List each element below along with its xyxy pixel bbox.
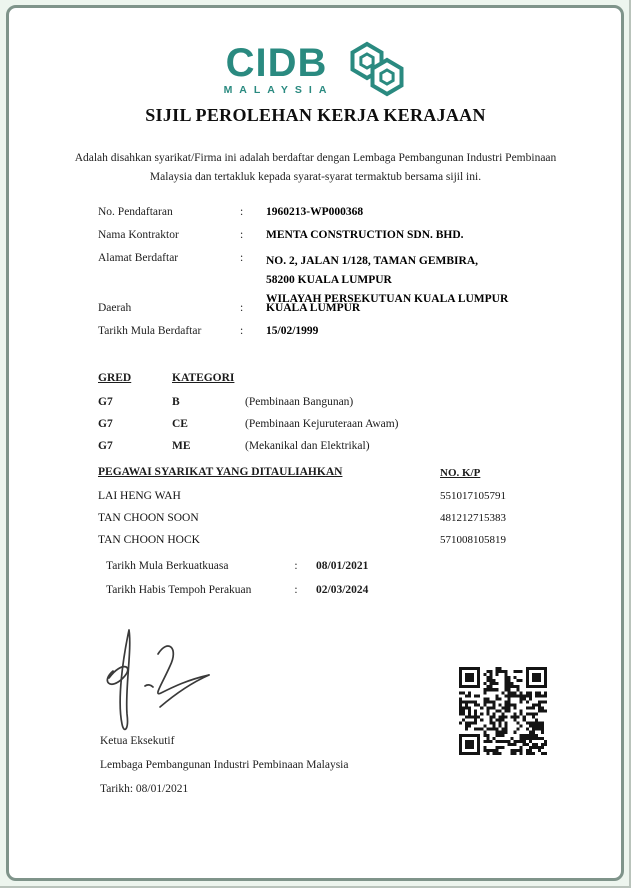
kategori-column-header: KATEGORI bbox=[172, 372, 235, 384]
ic-column-header: NO. K/P bbox=[440, 467, 481, 479]
issue-date: Tarikh: 08/01/2021 bbox=[100, 783, 189, 795]
officer-ic: 551017105791 bbox=[440, 490, 506, 502]
field-value bbox=[266, 252, 508, 308]
grade-row bbox=[98, 440, 370, 452]
field-nama-kontraktor bbox=[98, 229, 464, 241]
officers-section-header: PEGAWAI SYARIKAT YANG DITAULIAHKAN bbox=[98, 466, 343, 478]
cidb-malaysia-text: MALAYSIA bbox=[223, 83, 334, 96]
gred-column-header: GRED bbox=[98, 372, 132, 384]
grade-row bbox=[98, 418, 399, 430]
gred-value: G7 bbox=[98, 418, 113, 430]
field-label: Tarikh Mula Berdaftar bbox=[98, 325, 202, 337]
field-tarikh-habis-tempoh bbox=[106, 584, 368, 596]
address-line-2: 58200 KUALA LUMPUR bbox=[266, 273, 392, 286]
kategori-value: CE bbox=[172, 418, 188, 430]
field-label: Tarikh Mula Berkuatkuasa bbox=[106, 560, 229, 572]
kategori-value: B bbox=[172, 396, 180, 408]
field-daerah bbox=[98, 302, 360, 314]
certificate-intro bbox=[65, 149, 566, 187]
officer-name: TAN CHOON SOON bbox=[98, 512, 199, 524]
officer-name: TAN CHOON HOCK bbox=[98, 534, 200, 546]
colon: : bbox=[240, 302, 244, 314]
officer-ic: 571008105819 bbox=[440, 534, 506, 546]
cidb-brand-text: CIDB bbox=[225, 40, 328, 85]
intro-line-1: Adalah disahkan syarikat/Firma ini adalah berdaftar dengan Lembaga Pembangunan Industri Pembinaan bbox=[74, 152, 557, 164]
kategori-value: ME bbox=[172, 440, 191, 452]
qr-code bbox=[459, 667, 547, 755]
colon: : bbox=[240, 206, 244, 218]
colon: : bbox=[294, 584, 298, 596]
field-label: Nama Kontraktor bbox=[98, 229, 179, 241]
field-label: Daerah bbox=[98, 302, 132, 314]
field-value: 08/01/2021 bbox=[316, 560, 369, 572]
field-value: KUALA LUMPUR bbox=[266, 302, 361, 314]
address-line-3: WILAYAH PERSEKUTUAN KUALA LUMPUR bbox=[266, 292, 509, 305]
cidb-hexagon-logo-icon bbox=[343, 38, 411, 100]
kategori-description: (Mekanikal dan Elektrikal) bbox=[245, 440, 370, 452]
colon: : bbox=[240, 325, 244, 337]
gred-value: G7 bbox=[98, 440, 113, 452]
field-no-pendaftaran bbox=[98, 206, 363, 218]
organization-name: Lembaga Pembangunan Industri Pembinaan Malaysia bbox=[100, 759, 349, 771]
field-value: 02/03/2024 bbox=[316, 584, 369, 596]
intro-line-2: Malaysia dan tertakluk kepada syarat-syarat termaktub bersama sijil ini. bbox=[149, 171, 482, 183]
field-label: Alamat Berdaftar bbox=[98, 252, 179, 264]
kategori-description: (Pembinaan Kejuruteraan Awam) bbox=[245, 418, 399, 430]
field-tarikh-mula-berkuatkuasa bbox=[106, 560, 368, 572]
officer-ic: 481212715383 bbox=[440, 512, 506, 524]
kategori-description: (Pembinaan Bangunan) bbox=[245, 396, 354, 408]
field-tarikh-mula-berdaftar bbox=[98, 325, 318, 337]
certificate-title: SIJIL PEROLEHAN KERJA KERAJAAN bbox=[145, 105, 486, 125]
address-line-1: NO. 2, JALAN 1/128, TAMAN GEMBIRA, bbox=[266, 255, 479, 267]
cidb-logo bbox=[0, 38, 631, 100]
field-label: No. Pendaftaran bbox=[98, 206, 173, 218]
grade-row bbox=[98, 396, 353, 408]
colon: : bbox=[240, 252, 244, 264]
colon: : bbox=[240, 229, 244, 241]
field-value: MENTA CONSTRUCTION SDN. BHD. bbox=[266, 229, 464, 241]
handwritten-signature-image bbox=[82, 624, 234, 746]
field-value: 15/02/1999 bbox=[266, 325, 319, 337]
cidb-logo-text bbox=[220, 40, 334, 96]
signatory-title: Ketua Eksekutif bbox=[100, 735, 175, 747]
gred-value: G7 bbox=[98, 396, 113, 408]
field-value: 1960213-WP000368 bbox=[266, 206, 364, 218]
field-alamat-berdaftar bbox=[98, 252, 508, 308]
field-label: Tarikh Habis Tempoh Perakuan bbox=[106, 584, 252, 596]
colon: : bbox=[294, 560, 298, 572]
grade-table-header bbox=[98, 372, 245, 384]
officer-name: LAI HENG WAH bbox=[98, 490, 181, 502]
